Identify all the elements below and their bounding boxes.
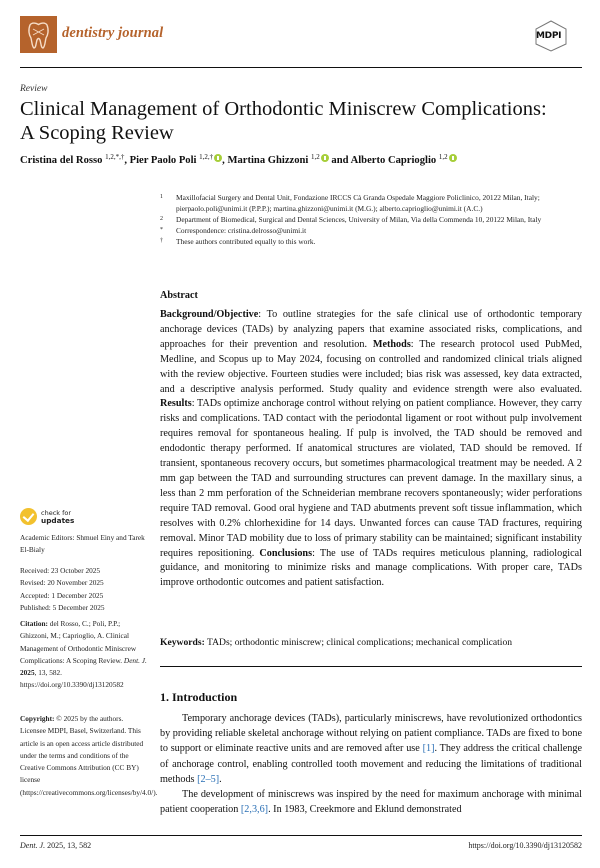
keywords-rule (160, 666, 582, 667)
footer-citation (20, 841, 91, 850)
article-type: Review (20, 84, 48, 94)
revised-date: Revised: 20 November 2025 (20, 578, 104, 588)
affiliation-mark: * (160, 227, 163, 233)
intro-text: . (219, 773, 222, 785)
equal-contribution-text: These authors contributed equally to this work. (176, 237, 316, 246)
intro-paragraph-2 (160, 787, 582, 817)
abstract-body (160, 308, 582, 591)
abstract-heading: Abstract (160, 290, 198, 301)
correspondence-text: Correspondence: cristina.delrosso@unimi.it (176, 226, 307, 235)
citation-text: del Rosso, C.; Poli, P.P.; Ghizzoni, M.; Caprioglio, A. Clinical Management of Orthodontic Miniscrew Complications: A Scoping Review. (20, 619, 137, 665)
title-line-2: A Scoping Review (20, 122, 174, 144)
background-label: Background/Objective (160, 309, 259, 320)
mdpi-logo-text: MDPI (536, 31, 562, 41)
author-list (20, 153, 457, 166)
intro-text: . In 1983, Creekmore and Eklund demonstrated (268, 804, 462, 816)
author-separator: and (328, 155, 351, 166)
keywords (160, 637, 585, 648)
background-text: : To outline strategies for the safe clinical use of orthodontic temporary anchorage devices (TADs) by analyzing papers that examine associated risks, complications, and approaches for their prevention and resolution. (160, 309, 582, 350)
author-separator: , (222, 155, 228, 166)
intro-text: . They address the critical challenge of anchorage control, enabling controlled tooth movement and reducing the limitations of traditional methods (160, 743, 582, 785)
affiliation-mark: † (160, 238, 163, 244)
check-line-2: updates (41, 515, 75, 525)
citation-block (20, 618, 148, 692)
journal-logo (20, 16, 57, 53)
title-line-1: Clinical Management of Orthodontic Miniscrew Complications: (20, 98, 547, 120)
intro-text: The development of miniscrews was inspired by the need for maximum anchorage with minimal patient cooperation (160, 789, 582, 816)
header-rule (20, 67, 582, 68)
results-text: : TADs optimize anchorage control without relying on patient compliance. However, they carry risks and complications. TAD contact with the periodontal ligament or root without pulp involvement requires removal for spontaneous healing. If pulp is involved, the TAD should be removed and endodontic therapy performed. If anatomical structures are violated, TAD should be removed. If transient, spontaneous recovery occurs, but sometimes pharmacological treatment may be needed. A 2 mm gap between the TAD and surrounding structures can prevent damage. In the maxillary sinus, a less than 2 mm perforation of the Schneiderian membrane recovers spontaneously; wider perforations require TAD removal. Good oral hygiene and TAD abutments prevent soft tissue inflammation, which resolves with 0.2% chlorhexidine for 14 days. Unwanted forces can cause TAD fractures, requiring removal. Minor TAD mobility due to loss of primary stability can be maintained; significant instability requires repositioning. (160, 398, 582, 559)
affiliations (160, 192, 590, 247)
citation-journal: Dent. J. (123, 655, 147, 665)
introduction-heading: 1. Introduction (160, 690, 238, 704)
citation-link[interactable]: [1] (422, 743, 435, 755)
check-for-updates-button[interactable] (20, 508, 74, 525)
author-affil-marks: 1,2 (311, 153, 320, 161)
citation-link[interactable]: [2–5] (197, 773, 220, 785)
author-affil-marks: 1,2 (438, 153, 448, 161)
article-title (20, 97, 595, 145)
published-date: Published: 5 December 2025 (20, 602, 105, 612)
keywords-text: TADs; orthodontic miniscrew; clinical complications; mechanical complication (204, 637, 513, 648)
footer-year-volume: 2025, 13, 582 (45, 841, 92, 850)
affiliation-mark: 1 (160, 194, 163, 200)
author-name[interactable]: Cristina del Rosso (20, 155, 103, 166)
footer-doi[interactable]: https://doi.org/10.3390/dj13120582 (468, 841, 582, 850)
publication-dates (20, 565, 148, 614)
affiliation-text: Department of Biomedical, Surgical and Dental Sciences, University of Milan, Via della Commenda 10, 20122 Milan, Italy (176, 215, 542, 224)
conclusions-text: : The use of TADs requires meticulous planning, radiological guidance, and monitoring to minimize risks and manage complications. With proper care, TADs improve orthodontic outcomes and patient satisfaction. (160, 547, 582, 589)
journal-name: dentistry journal (62, 25, 164, 41)
citation-doi[interactable]: , 13, 582. https://doi.org/10.3390/dj13120582 (20, 668, 124, 690)
footer-journal: Dent. J. (20, 841, 46, 850)
checkmark-icon (20, 508, 37, 525)
academic-editors: Academic Editors: Shmuel Einy and Tarek El-Bialy (20, 533, 145, 555)
author-affil-marks: 1,2,† (199, 153, 214, 161)
affiliation-item (160, 214, 590, 225)
methods-label: Methods (372, 338, 411, 350)
author-separator: , (124, 155, 130, 166)
citation-year: 2025 (20, 668, 35, 678)
equal-contribution-note (160, 236, 590, 247)
intro-paragraph-1 (160, 711, 582, 787)
footer-rule (20, 835, 582, 836)
mdpi-logo (534, 20, 568, 52)
results-label: Results (160, 398, 192, 410)
orcid-icon[interactable] (214, 154, 222, 162)
affiliation-mark: 2 (160, 216, 163, 222)
check-line-1: check for (41, 508, 72, 517)
citation-link[interactable]: [2,3,6] (240, 804, 269, 816)
affiliation-text: Maxillofacial Surgery and Dental Unit, Fondazione IRCCS Cà Granda Ospedale Maggiore Policlinico, 20122 Milan, Italy; pierpaolo.poli@unimi.it (P.P.P.); martina.ghizzoni@unimi.it (M.G.); alberto.caprioglio@unimi.it (A.C.) (176, 193, 540, 213)
introduction-body (160, 711, 582, 817)
author-affil-marks: 1,2,*,† (105, 153, 125, 161)
orcid-icon[interactable] (449, 154, 457, 162)
keywords-label: Keywords: (160, 637, 205, 648)
orcid-icon[interactable] (321, 154, 329, 162)
received-date: Received: 23 October 2025 (20, 566, 101, 575)
accepted-date: Accepted: 1 December 2025 (20, 590, 104, 600)
intro-text: Temporary anchorage devices (TADs), particularly miniscrews, have revolutionized orthodontics by providing reliable skeletal anchorage without relying on patient compliance. TADs are fixed to bone to support or eliminate reactive units and are removed after use (160, 713, 582, 755)
citation-label: Citation: (20, 619, 48, 628)
author-name[interactable]: Pier Paolo Poli (129, 155, 197, 166)
copyright-text: © 2025 by the authors. Licensee MDPI, Basel, Switzerland. This article is an open access article distributed under the terms and conditions of the Creative Commons Attribution (CC BY) license (https://creativecommons.org/licenses/by/4.0/). (20, 714, 158, 797)
correspondence-item (160, 225, 590, 236)
copyright-label: Copyright: (20, 714, 55, 723)
conclusions-label: Conclusions (259, 547, 313, 559)
check-for-updates-label (41, 510, 74, 524)
affiliation-item (160, 192, 590, 214)
author-name[interactable]: Martina Ghizzoni (227, 155, 309, 166)
author-name[interactable]: Alberto Caprioglio (350, 155, 437, 166)
methods-text: : The research protocol used PubMed, Medline, and Scopus up to May 2024, focusing on controlled and randomized clinical trials aligned with the review objective. Fourteen studies were included; bias risk was assessed, key data extracted, and a descriptive analysis performed. Study quality and evidence strength were also evaluated. (160, 338, 582, 395)
copyright-block (20, 713, 158, 799)
tooth-icon (20, 16, 57, 53)
